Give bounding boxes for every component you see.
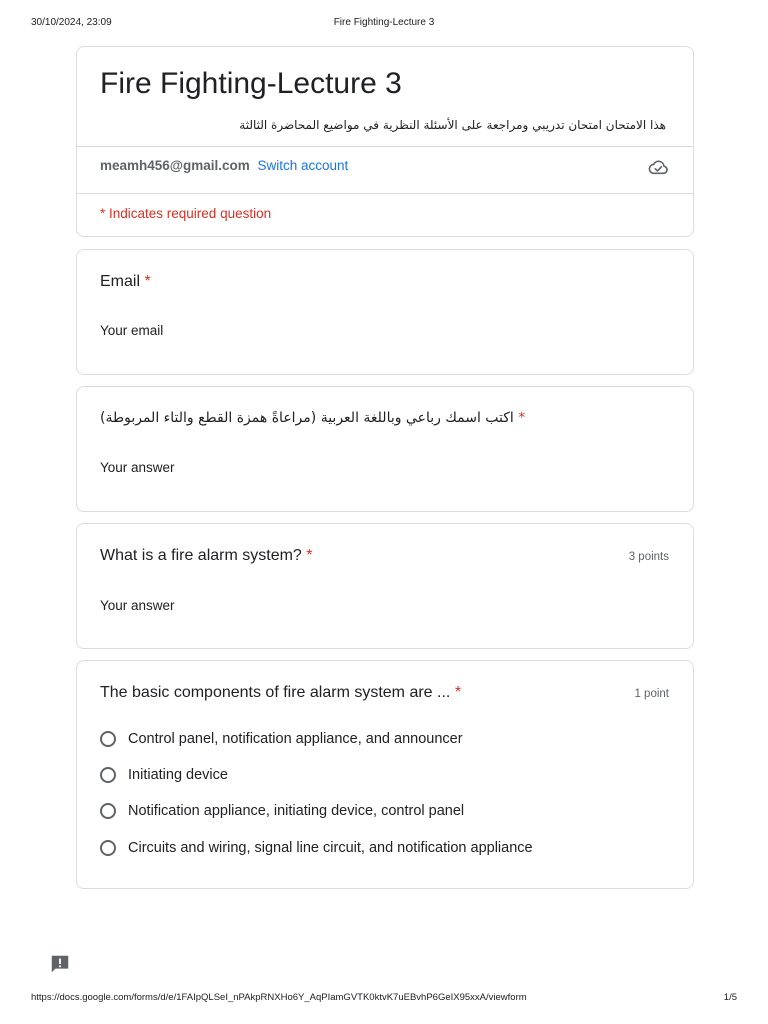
print-page-title: Fire Fighting-Lecture 3 bbox=[333, 17, 435, 28]
account-email: meamh456@gmail.com bbox=[100, 158, 250, 173]
required-star: * bbox=[454, 684, 462, 701]
question-text: Email bbox=[100, 273, 141, 290]
question-title bbox=[100, 547, 313, 565]
option-label: Control panel, notification appliance, and announcer bbox=[128, 731, 463, 747]
email-field[interactable]: Your email bbox=[100, 323, 164, 338]
print-datetime: 30/10/2024, 23:09 bbox=[31, 17, 112, 28]
option-4[interactable] bbox=[100, 837, 533, 859]
option-1[interactable] bbox=[100, 728, 463, 750]
required-note: * Indicates required question bbox=[100, 206, 272, 221]
cloud-save-icon bbox=[647, 158, 669, 176]
required-star: * bbox=[306, 547, 313, 564]
form-description: هذا الامتحان امتحان تدريبي ومراجعة على الأسئلة النظرية في مواضيع المحاضرة الثالثة bbox=[239, 118, 666, 132]
feedback-icon[interactable] bbox=[49, 953, 71, 975]
name-answer-field[interactable]: Your answer bbox=[100, 460, 175, 475]
required-star: * bbox=[518, 410, 526, 426]
question-points: 1 point bbox=[634, 688, 669, 700]
print-header bbox=[31, 17, 737, 31]
radio-button[interactable] bbox=[100, 803, 116, 819]
question-card-fire-alarm-definition bbox=[76, 523, 694, 649]
divider bbox=[77, 146, 693, 147]
radio-button[interactable] bbox=[100, 840, 116, 856]
question-points: 3 points bbox=[628, 551, 669, 563]
option-label: Initiating device bbox=[128, 767, 228, 783]
divider bbox=[77, 193, 693, 194]
page-url: https://docs.google.com/forms/d/e/1FAIpQLSeI_nPAkpRNXHo6Y_AqPIamGVTK0ktvK7uEBvhP6GeIX95xxA/viewform bbox=[31, 992, 527, 1003]
option-3[interactable] bbox=[100, 800, 464, 822]
option-label: Circuits and wiring, signal line circuit, and notification appliance bbox=[128, 840, 533, 856]
question-card-components bbox=[76, 660, 694, 889]
question-text: What is a fire alarm system? bbox=[100, 547, 302, 564]
question-text: The basic components of fire alarm system are ... bbox=[100, 684, 451, 701]
account-row bbox=[100, 158, 348, 173]
option-2[interactable] bbox=[100, 764, 228, 786]
form-title: Fire Fighting-Lecture 3 bbox=[100, 67, 402, 100]
question-title bbox=[100, 684, 461, 702]
question-text: اكتب اسمك رباعي وباللغة العربية (مراعاةً همزة القطع والتاء المربوطة) bbox=[100, 410, 514, 426]
radio-button[interactable] bbox=[100, 731, 116, 747]
option-label: Notification appliance, initiating device, control panel bbox=[128, 803, 465, 819]
print-footer bbox=[31, 992, 737, 1006]
question-card-name bbox=[76, 386, 694, 512]
form-header-card bbox=[76, 46, 694, 237]
radio-button[interactable] bbox=[100, 767, 116, 783]
question-title bbox=[100, 410, 525, 426]
switch-account-link[interactable]: Switch account bbox=[257, 158, 349, 173]
question-card-email bbox=[76, 249, 694, 375]
page-number: 1/5 bbox=[723, 992, 737, 1003]
question-title bbox=[100, 273, 151, 291]
required-star: * bbox=[144, 273, 151, 290]
fire-alarm-answer-field[interactable]: Your answer bbox=[100, 598, 175, 613]
